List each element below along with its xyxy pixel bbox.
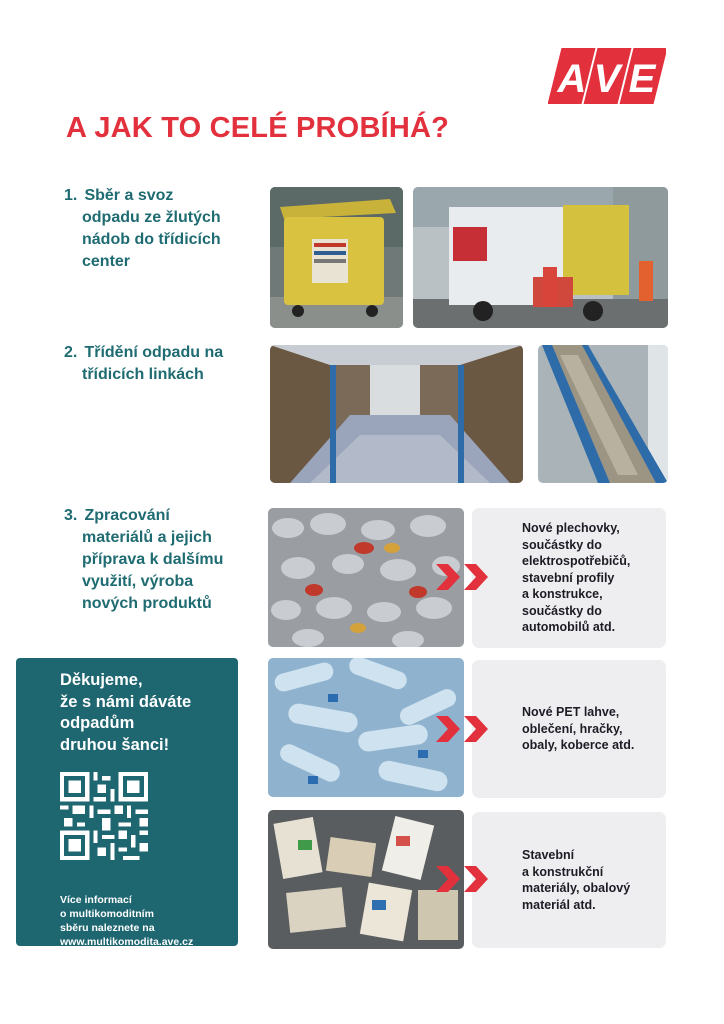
thank-you-heading: Děkujeme, že s námi dáváte odpadům druhou šanci!	[60, 671, 192, 754]
double-chevron-right-icon	[436, 716, 492, 742]
page-title: A JAK TO CELÉ PROBÍHÁ?	[66, 112, 450, 144]
product-info-box-pet	[472, 660, 666, 798]
double-chevron-right-icon	[436, 866, 492, 892]
product-info-box-cartons	[472, 812, 666, 948]
product-info-text: Nové plechovky, součástky do elektrospotřebičů, stavební profily a konstrukce, součástky do automobilů atd.	[522, 521, 631, 635]
thank-you-box	[16, 658, 238, 946]
garbage-truck-photo	[413, 187, 668, 328]
step-2-heading	[64, 342, 249, 386]
step-title-rest: třídicích linkách	[82, 366, 204, 383]
pet-bottles-photo	[268, 658, 464, 797]
step-title-rest: odpadu ze žlutých nádob do třídicích center	[82, 209, 221, 270]
step-number: 2.	[64, 344, 78, 361]
step-title-first-line: Zpracování	[84, 507, 170, 524]
product-info-text: Stavební a konstrukční materiály, obalový materiál atd.	[522, 848, 631, 912]
conveyor-belt-photo	[538, 345, 668, 483]
yellow-container-photo	[270, 187, 403, 328]
step-number: 1.	[64, 187, 78, 204]
step-title-rest: materiálů a jejich příprava k dalšímu využití, výroba nových produktů	[82, 529, 224, 612]
svg-text:A: A	[557, 57, 587, 101]
step-title-first-line: Třídění odpadu na	[84, 344, 224, 361]
sorting-hall-photo	[270, 345, 523, 483]
double-chevron-right-icon	[436, 564, 492, 590]
svg-text:V: V	[593, 57, 621, 101]
ave-logo	[548, 46, 666, 106]
website-link[interactable]: www.multikomodita.ave.cz	[60, 936, 194, 948]
crushed-cans-photo	[268, 508, 464, 647]
step-3-heading	[64, 505, 244, 615]
step-number: 3.	[64, 507, 78, 524]
more-info-text: Více informací o multikomoditním sběru naleznete na	[60, 894, 155, 934]
step-title-first-line: Sběr a svoz	[84, 187, 174, 204]
step-1-heading	[64, 185, 249, 273]
beverage-cartons-photo	[268, 810, 464, 949]
svg-text:E: E	[628, 57, 656, 101]
product-info-box-metal	[472, 508, 666, 648]
product-info-text: Nové PET lahve, oblečení, hračky, obaly, koberce atd.	[522, 705, 635, 753]
qr-code[interactable]	[60, 772, 148, 860]
